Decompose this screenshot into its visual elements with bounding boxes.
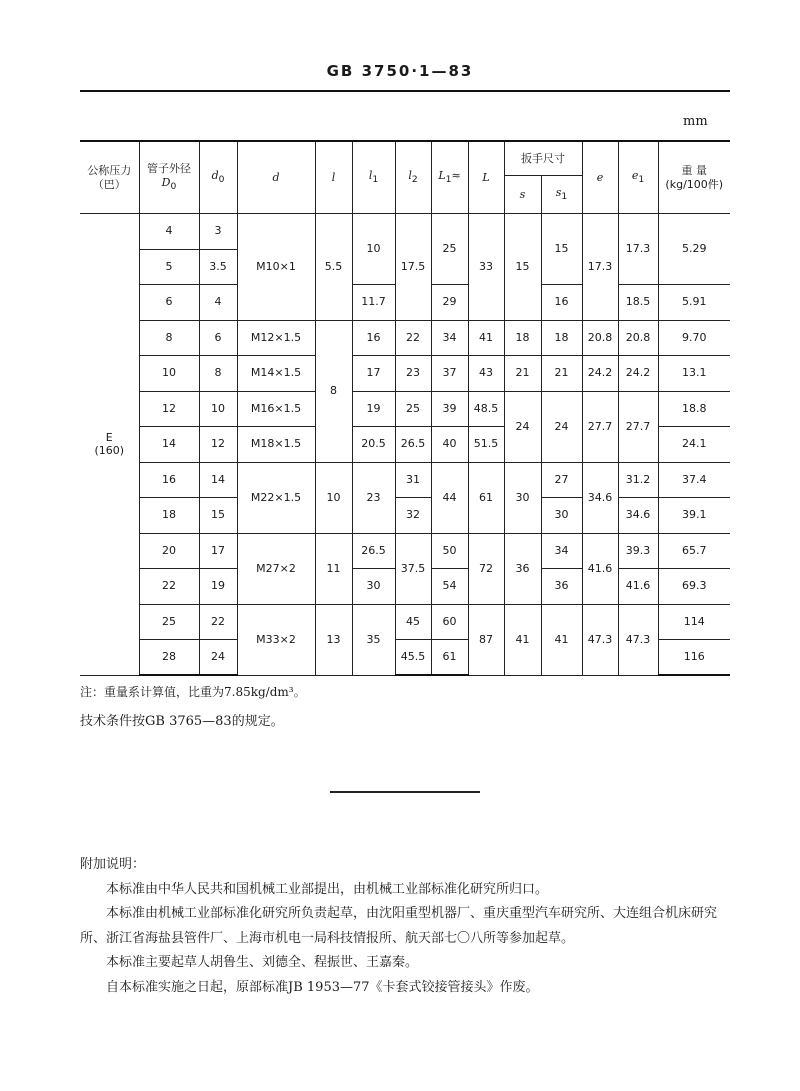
cell-L1: 29 [431, 285, 468, 321]
table-row [80, 391, 730, 427]
cell-L: 48.5 [468, 391, 504, 427]
table-row [80, 498, 730, 534]
cell-weight: 37.4 [658, 462, 730, 498]
cell-weight: 69.3 [658, 569, 730, 605]
cell-s: 41 [504, 604, 541, 675]
cell-s: 36 [504, 533, 541, 604]
table-row [80, 604, 730, 640]
cell-L1: 40 [431, 427, 468, 463]
cell-l: 5.5 [315, 214, 352, 321]
cell-l2: 23 [395, 356, 431, 392]
cell-e: 34.6 [582, 462, 618, 533]
cell-s: 21 [504, 356, 541, 392]
col-header-od: 管子外径 $D_0$ [139, 141, 199, 214]
cell-e1: 27.7 [618, 391, 658, 462]
cell-s: 15 [504, 214, 541, 321]
cell-L1: 25 [431, 214, 468, 285]
cell-s1: 24 [541, 391, 582, 462]
cell-e: 47.3 [582, 604, 618, 675]
cell-L1: 39 [431, 391, 468, 427]
cell-l1: 16 [352, 320, 395, 356]
cell-D0: 14 [139, 427, 199, 463]
unit-label: mm [683, 114, 708, 129]
cell-weight: 13.1 [658, 356, 730, 392]
appendix-line: 本标准主要起草人胡鲁生、刘德全、程振世、王嘉秦。 [106, 955, 419, 970]
cell-s1: 30 [541, 498, 582, 534]
appendix-line: 本标准由机械工业部标准化研究所负责起草，由沈阳重型机器厂、重庆重型汽车研究所、大连组合机床研究所、浙江省海盐县管件厂、上海市机电一局科技情报所、航天部七〇八所等参加起草。 [80, 906, 718, 946]
cell-L1: 37 [431, 356, 468, 392]
cell-s: 18 [504, 320, 541, 356]
cell-e1: 47.3 [618, 604, 658, 675]
cell-d0: 6 [199, 320, 237, 356]
cell-d0: 19 [199, 569, 237, 605]
cell-d0: 24 [199, 640, 237, 676]
cell-l1: 20.5 [352, 427, 395, 463]
cell-l2: 31 [395, 462, 431, 498]
cell-weight: 18.8 [658, 391, 730, 427]
col-header-d0: $d_0$ [199, 141, 237, 214]
col-header-e1: $e_1$ [618, 141, 658, 214]
cell-l: 8 [315, 320, 352, 462]
cell-l1: 26.5 [352, 533, 395, 569]
cell-l1: 23 [352, 462, 395, 533]
cell-L1: 50 [431, 533, 468, 569]
tech-condition: 技术条件按GB 3765—83的规定。 [80, 714, 284, 729]
cell-e1: 20.8 [618, 320, 658, 356]
cell-d: M10×1 [237, 214, 315, 321]
col-header-d: d [237, 141, 315, 214]
cell-L: 41 [468, 320, 504, 356]
cell-d0: 14 [199, 462, 237, 498]
dimension-table [80, 140, 730, 676]
cell-D0: 25 [139, 604, 199, 640]
cell-l: 13 [315, 604, 352, 675]
cell-e1: 24.2 [618, 356, 658, 392]
col-header-s: s [504, 176, 541, 214]
cell-L: 72 [468, 533, 504, 604]
cell-l2: 45 [395, 604, 431, 640]
cell-D0: 22 [139, 569, 199, 605]
cell-s1: 34 [541, 533, 582, 569]
col-header-weight: 重 量 (kg/100件) [658, 141, 730, 214]
col-header-e: e [582, 141, 618, 214]
cell-D0: 20 [139, 533, 199, 569]
cell-L: 61 [468, 462, 504, 533]
cell-l1: 35 [352, 604, 395, 675]
cell-weight: 114 [658, 604, 730, 640]
cell-e1: 41.6 [618, 569, 658, 605]
cell-weight: 5.91 [658, 285, 730, 321]
cell-s: 24 [504, 391, 541, 462]
cell-d: M12×1.5 [237, 320, 315, 356]
cell-L: 87 [468, 604, 504, 675]
cell-e: 17.3 [582, 214, 618, 321]
cell-L1: 34 [431, 320, 468, 356]
cell-L: 33 [468, 214, 504, 321]
cell-weight: 9.70 [658, 320, 730, 356]
page-header: GB 3750·1—83 [326, 62, 474, 80]
table-row [80, 214, 730, 250]
cell-L1: 44 [431, 462, 468, 533]
cell-l2: 26.5 [395, 427, 431, 463]
cell-l1: 19 [352, 391, 395, 427]
cell-s1: 36 [541, 569, 582, 605]
table-row [80, 462, 730, 498]
cell-e1: 17.3 [618, 214, 658, 285]
cell-D0: 18 [139, 498, 199, 534]
cell-weight: 65.7 [658, 533, 730, 569]
cell-d: M18×1.5 [237, 427, 315, 463]
appendix-line: 本标准由中华人民共和国机械工业部提出，由机械工业部标准化研究所归口。 [106, 881, 549, 897]
cell-D0: 12 [139, 391, 199, 427]
cell-weight: 24.1 [658, 427, 730, 463]
cell-d: M33×2 [237, 604, 315, 675]
cell-s: 30 [504, 462, 541, 533]
cell-d0: 15 [199, 498, 237, 534]
cell-l1: 11.7 [352, 285, 395, 321]
cell-e: 27.7 [582, 391, 618, 462]
cell-l1: 10 [352, 214, 395, 285]
cell-s1: 27 [541, 462, 582, 498]
cell-L1: 61 [431, 640, 468, 676]
cell-weight: 5.29 [658, 214, 730, 285]
cell-weight: 39.1 [658, 498, 730, 534]
cell-D0: 8 [139, 320, 199, 356]
cell-d: M22×1.5 [237, 462, 315, 533]
cell-s1: 16 [541, 285, 582, 321]
appendix-line: 自本标准实施之日起，原部标准JB 1953—77《卡套式铰接管接头》作废。 [106, 979, 539, 995]
cell-weight: 116 [658, 640, 730, 676]
cell-l1: 30 [352, 569, 395, 605]
col-header-l2: $l_2$ [395, 141, 431, 214]
cell-e1: 34.6 [618, 498, 658, 534]
section-divider [330, 791, 480, 793]
cell-D0: 6 [139, 285, 199, 321]
cell-L1: 60 [431, 604, 468, 640]
cell-L: 43 [468, 356, 504, 392]
cell-d0: 3.5 [199, 249, 237, 285]
cell-e1: 39.3 [618, 533, 658, 569]
cell-d0: 4 [199, 285, 237, 321]
cell-d0: 17 [199, 533, 237, 569]
table-row [80, 533, 730, 569]
cell-d: M14×1.5 [237, 356, 315, 392]
cell-l2: 22 [395, 320, 431, 356]
cell-s1: 41 [541, 604, 582, 675]
cell-d0: 8 [199, 356, 237, 392]
cell-l2: 45.5 [395, 640, 431, 676]
cell-d0: 10 [199, 391, 237, 427]
col-header-L1: $L_1\approx$ [431, 141, 468, 214]
cell-d: M16×1.5 [237, 391, 315, 427]
cell-e: 24.2 [582, 356, 618, 392]
cell-L: 51.5 [468, 427, 504, 463]
cell-d0: 12 [199, 427, 237, 463]
cell-d0: 3 [199, 214, 237, 250]
cell-D0: 4 [139, 214, 199, 250]
cell-d0: 22 [199, 604, 237, 640]
appendix [80, 853, 730, 1000]
cell-l2: 17.5 [395, 214, 431, 321]
col-header-s1: $s_1$ [541, 176, 582, 214]
cell-l2: 32 [395, 498, 431, 534]
col-header-L: L [468, 141, 504, 214]
cell-L1: 54 [431, 569, 468, 605]
cell-s1: 21 [541, 356, 582, 392]
cell-e1: 31.2 [618, 462, 658, 498]
cell-s1: 15 [541, 214, 582, 285]
cell-D0: 28 [139, 640, 199, 676]
cell-D0: 16 [139, 462, 199, 498]
cell-e: 20.8 [582, 320, 618, 356]
cell-e1: 18.5 [618, 285, 658, 321]
table-note: 注：重量系计算值，比重为7.85kg/dm³。 [80, 685, 306, 699]
pressure-class-cell: E (160) [80, 214, 139, 676]
cell-l2: 37.5 [395, 533, 431, 604]
cell-l: 11 [315, 533, 352, 604]
cell-D0: 5 [139, 249, 199, 285]
col-header-l1: $l_1$ [352, 141, 395, 214]
cell-l2: 25 [395, 391, 431, 427]
col-header-l: l [315, 141, 352, 214]
cell-D0: 10 [139, 356, 199, 392]
cell-e: 41.6 [582, 533, 618, 604]
table-row [80, 356, 730, 392]
appendix-title: 附加说明： [80, 857, 146, 872]
cell-d: M27×2 [237, 533, 315, 604]
table-row [80, 320, 730, 356]
header-rule [80, 90, 730, 92]
cell-l: 10 [315, 462, 352, 533]
col-header-wrench: 扳手尺寸 [504, 141, 582, 176]
cell-s1: 18 [541, 320, 582, 356]
col-header-pressure: 公称压力 （巴） [80, 141, 139, 214]
cell-l1: 17 [352, 356, 395, 392]
